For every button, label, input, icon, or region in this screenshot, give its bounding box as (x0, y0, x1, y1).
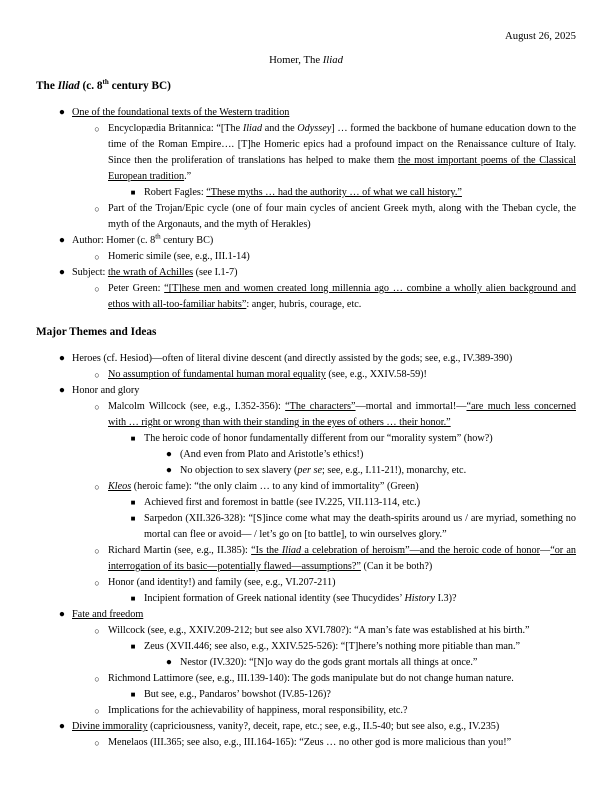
bullet-circle-icon: ○ (94, 738, 100, 748)
list-item: ■ Incipient formation of Greek national identity (see Thucydides’ History I.3)? (144, 591, 576, 607)
list-item: ○ Willcock (see, e.g., XXIV.209-212; but see also XVI.780?): “A man’s fate was established at his birth.” (108, 623, 576, 639)
list-item: ● Fate and freedom (72, 607, 576, 623)
bullet-circle-icon: ○ (94, 402, 100, 412)
list-item: ● Author: Homer (c. 8th century BC) (72, 233, 576, 249)
list-item: ■ Achieved first and foremost in battle (see IV.225, VII.113-114, etc.) (144, 495, 576, 511)
list-item: ○ Peter Green: “[T]hese men and women created long millennia ago … combine a wholly alien background and ethos with all-too-familiar habits”: anger, hubris, courage, etc. (108, 281, 576, 313)
bullet-disc-icon: ● (58, 721, 66, 732)
list-item: ○ Kleos (heroic fame): “the only claim … to any kind of immortality” (Green) (108, 479, 576, 495)
bullet-circle-icon: ○ (94, 578, 100, 588)
document-date: August 26, 2025 (505, 30, 576, 42)
bullet-circle-icon: ○ (94, 124, 100, 134)
bullet-disc-icon: ● (58, 385, 66, 396)
list-item: ○ No assumption of fundamental human moral equality (see, e.g., XXIV.58-59)! (108, 367, 576, 383)
list-item: ● Subject: the wrath of Achilles (see I.1-7) (72, 265, 576, 281)
themes-outline (0, 351, 612, 751)
bullet-square-icon: ■ (130, 514, 136, 523)
list-item: ○ Richmond Lattimore (see, e.g., III.139-140): The gods manipulate but do not change human nature. (108, 671, 576, 687)
list-item: ■ The heroic code of honor fundamentally different from our “morality system” (how?) (144, 431, 576, 447)
bullet-disc-icon: ● (165, 465, 173, 476)
bullet-circle-icon: ○ (94, 284, 100, 294)
iliad-outline (0, 105, 612, 313)
bullet-circle-icon: ○ (94, 626, 100, 636)
bullet-disc-icon: ● (58, 267, 66, 278)
list-item: ● No objection to sex slavery (per se; see, e.g., I.11-21!), monarchy, etc. (180, 463, 576, 479)
list-item: ○ Implications for the achievability of happiness, moral responsibility, etc.? (108, 703, 576, 719)
bullet-circle-icon: ○ (94, 706, 100, 716)
list-item: ○ Honor (and identity!) and family (see, e.g., VI.207-211) (108, 575, 576, 591)
list-item: ○ Part of the Trojan/Epic cycle (one of four main cycles of ancient Greek myth, along with the Theban cycle, the myth of the Argonauts, and the myth of Herakles) (108, 201, 576, 233)
document-title: Homer, The Iliad (269, 54, 343, 66)
bullet-circle-icon: ○ (94, 370, 100, 380)
bullet-square-icon: ■ (130, 594, 136, 603)
bullet-square-icon: ■ (130, 498, 136, 507)
list-item: ● Heroes (cf. Hesiod)—often of literal divine descent (and directly assisted by the gods; see, e.g., IV.389-390) (72, 351, 576, 367)
bullet-circle-icon: ○ (94, 546, 100, 556)
bullet-square-icon: ■ (130, 434, 136, 443)
bullet-square-icon: ■ (130, 642, 136, 651)
section-heading-iliad: The Iliad (c. 8th century BC) (36, 78, 171, 92)
list-item: ● (And even from Plato and Aristotle’s ethics!) (180, 447, 576, 463)
list-item: ○ Menelaos (III.365; see also, e.g., III.164-165): “Zeus … no other god is more malicious than you!” (108, 735, 576, 751)
bullet-disc-icon: ● (165, 449, 173, 460)
list-item: ○ Richard Martin (see, e.g., II.385): “Is the Iliad a celebration of heroism”—and the heroic code of honor—“or an interrogation of its basic—potentially flawed—assumptions?” (Can it be both?) (108, 543, 576, 575)
list-item: ● Honor and glory (72, 383, 576, 399)
bullet-disc-icon: ● (165, 657, 173, 668)
bullet-circle-icon: ○ (94, 482, 100, 492)
bullet-disc-icon: ● (58, 609, 66, 620)
bullet-circle-icon: ○ (94, 674, 100, 684)
list-item: ● Divine immorality (capriciousness, vanity?, deceit, rape, etc.; see, e.g., II.5-40; but see also, e.g., IV.235) (72, 719, 576, 735)
bullet-square-icon: ■ (130, 188, 136, 197)
list-item: ● One of the foundational texts of the Western tradition (72, 105, 576, 121)
list-item: ● Nestor (IV.320): “[N]o way do the gods grant mortals all things at once.” (180, 655, 576, 671)
bullet-circle-icon: ○ (94, 204, 100, 214)
list-item: ○ Homeric simile (see, e.g., III.1-14) (108, 249, 576, 265)
bullet-circle-icon: ○ (94, 252, 100, 262)
list-item: ■ Sarpedon (XII.326-328): “[S]ince come what may the death-spirits around us / are myriad, something no mortal can flee or avoid— / let’s go on [to battle], to win ourselves glory.” (144, 511, 576, 543)
bullet-square-icon: ■ (130, 690, 136, 699)
bullet-disc-icon: ● (58, 353, 66, 364)
section-heading-themes: Major Themes and Ideas (36, 326, 157, 338)
list-item: ○ Malcolm Willcock (see, e.g., I.352-356): “The characters”—mortal and immortal!—“are much less concerned with … right or wrong than with their standing in the eyes of others … their honor.” (108, 399, 576, 431)
list-item: ■ Zeus (XVII.446; see also, e.g., XXIV.525-526): “[T]here’s nothing more pitiable than man.” (144, 639, 576, 655)
list-item: ○ Encyclopædia Britannica: “[The Iliad and the Odyssey] … formed the backbone of humane education down to the time of the Roman Empire…. [T]he Homeric epics had a profound impact on the Renaissance culture of Italy. Since then the proliferation of translations has helped to make them the most important poems of the Classical European tradition.” (108, 121, 576, 185)
list-item: ■ But see, e.g., Pandaros’ bowshot (IV.85-126)? (144, 687, 576, 703)
list-item: ■ Robert Fagles: “These myths … had the authority … of what we call history.” (144, 185, 576, 201)
bullet-disc-icon: ● (58, 235, 66, 246)
bullet-disc-icon: ● (58, 107, 66, 118)
